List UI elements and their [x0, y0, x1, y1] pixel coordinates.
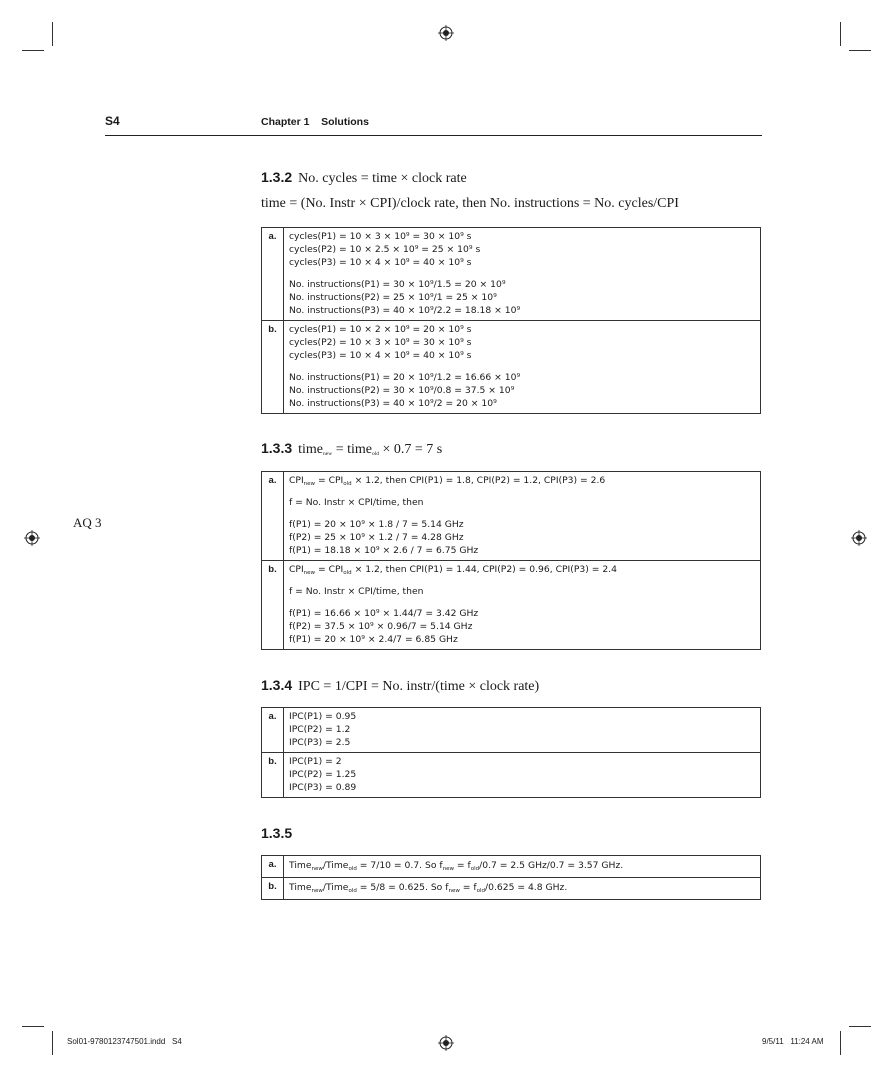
formula-line: f(P2) = 25 × 10⁹ × 1.2 / 7 = 4.28 GHz [289, 532, 464, 543]
answer-table-1-3-5 [261, 855, 761, 900]
row-label: b. [262, 878, 284, 900]
formula-line: Time$_{new}$/Time$_{old}$ = 5/8 = 0.625. So $f_{new} = f_{old}/0.625 = 4.8$ GHz. [289, 882, 568, 894]
footer-file: Sol01-9780123747501.indd S4 [67, 1037, 182, 1046]
section-number: 1.3.2 [261, 169, 293, 185]
registration-mark-icon [851, 530, 867, 546]
table-row [262, 228, 761, 321]
section-text: No. cycles = time × clock rate [298, 171, 467, 186]
section-heading [261, 677, 539, 695]
formula-line: $CPI_{new} = CPI_{old} \times 1.2$, then CPI(P1) = 1.44, CPI(P2) = 0.96, CPI(P3) = 2.4 [289, 564, 617, 576]
formula-line: No. instructions(P2) = 25 × 10⁹/1 = 25 × 10⁹ [289, 292, 497, 303]
row-label: b. [262, 753, 284, 798]
row-label: a. [262, 856, 284, 878]
row-label: a. [262, 472, 284, 561]
crop-mark [840, 22, 841, 46]
formula-line: IPC(P2) = 1.25 [289, 769, 357, 780]
formula-line: cycles(P1) = 10 × 2 × 10⁹ = 20 × 10⁹ s [289, 324, 472, 335]
formula-line: No. instructions(P3) = 40 × 10⁹/2.2 = 18.18 × 10⁹ [289, 305, 521, 316]
formula-line: No. instructions(P2) = 30 × 10⁹/0.8 = 37.5 × 10⁹ [289, 385, 515, 396]
section-number: 1.3.3 [261, 440, 293, 456]
row-content [284, 753, 761, 798]
row-label: a. [262, 228, 284, 321]
formula-line: IPC(P3) = 0.89 [289, 782, 357, 793]
formula-line: f = No. Instr × CPI/time, then [289, 586, 424, 597]
row-content [284, 708, 761, 753]
answer-table-1-3-3 [261, 471, 761, 650]
footer-date: 9/5/11 11:24 AM [762, 1037, 824, 1046]
formula-line: No. instructions(P3) = 40 × 10⁹/2 = 20 × 10⁹ [289, 398, 497, 409]
formula-line: IPC(P3) = 2.5 [289, 737, 351, 748]
crop-mark [52, 22, 53, 46]
registration-mark-icon [24, 530, 40, 546]
table-row [262, 753, 761, 798]
page-number: S4 [105, 114, 120, 128]
table-row [262, 856, 761, 878]
section-number: 1.3.5 [261, 825, 293, 841]
row-label: a. [262, 708, 284, 753]
header-rule [105, 135, 762, 136]
formula-line: IPC(P1) = 2 [289, 756, 342, 767]
table-row [262, 321, 761, 414]
formula-line: IPC(P1) = 0.95 [289, 711, 357, 722]
crop-mark [22, 50, 44, 51]
table-row [262, 878, 761, 900]
section-text-line: time = (No. Instr × CPI)/clock rate, then No. instructions = No. cycles/CPI [261, 196, 679, 211]
chapter-title: Chapter 1 Solutions [261, 116, 369, 128]
formula-line: Time$_{new}$/Time$_{old}$ = 7/10 = 0.7. So $f_{new} = f_{old}/0.7 = 2.5$ GHz/0.7 = 3.57 GHz. [289, 860, 624, 872]
formula-line: No. instructions(P1) = 20 × 10⁹/1.2 = 16.66 × 10⁹ [289, 372, 521, 383]
formula-line: cycles(P3) = 10 × 4 × 10⁹ = 40 × 10⁹ s [289, 350, 472, 361]
formula-line: f(P1) = 20 × 10⁹ × 1.8 / 7 = 5.14 GHz [289, 519, 464, 530]
formula-line: cycles(P2) = 10 × 3 × 10⁹ = 30 × 10⁹ s [289, 337, 472, 348]
crop-mark [849, 50, 871, 51]
section-heading [261, 825, 298, 843]
section-heading: 1.3.3 time$_{new}$ = time$_{old}$ × 0.7 = 7 s [261, 440, 443, 457]
formula-line: cycles(P3) = 10 × 4 × 10⁹ = 40 × 10⁹ s [289, 257, 472, 268]
answer-table-1-3-2 [261, 227, 761, 414]
table-row [262, 472, 761, 561]
answer-table-1-3-4 [261, 707, 761, 798]
formula-line: f = No. Instr × CPI/time, then [289, 497, 424, 508]
formula-line: $CPI_{new} = CPI_{old} \times 1.2$, then CPI(P1) = 1.8, CPI(P2) = 1.2, CPI(P3) = 2.6 [289, 475, 606, 487]
row-label: b. [262, 561, 284, 650]
crop-mark [52, 1031, 53, 1055]
table-row [262, 561, 761, 650]
formula-line: f(P1) = 16.66 × 10⁹ × 1.44/7 = 3.42 GHz [289, 608, 479, 619]
row-content [284, 321, 761, 414]
registration-mark-icon [438, 1035, 454, 1051]
row-label: b. [262, 321, 284, 414]
row-content [284, 878, 761, 900]
row-content [284, 561, 761, 650]
row-content [284, 472, 761, 561]
aq-note: AQ 3 [73, 515, 102, 530]
formula-line: f(P2) = 37.5 × 10⁹ × 0.96/7 = 5.14 GHz [289, 621, 473, 632]
crop-mark [840, 1031, 841, 1055]
registration-mark-icon [438, 25, 454, 41]
formula-line: f(P1) = 18.18 × 10⁹ × 2.6 / 7 = 6.75 GHz [289, 545, 479, 556]
section-heading [261, 169, 467, 187]
row-content [284, 856, 761, 878]
formula-line: cycles(P2) = 10 × 2.5 × 10⁹ = 25 × 10⁹ s [289, 244, 481, 255]
crop-mark [22, 1026, 44, 1027]
section-text: IPC = 1/CPI = No. instr/(time × clock rate) [298, 679, 540, 694]
formula-line: cycles(P1) = 10 × 3 × 10⁹ = 30 × 10⁹ s [289, 231, 472, 242]
formula-line: f(P1) = 20 × 10⁹ × 2.4/7 = 6.85 GHz [289, 634, 458, 645]
section-number: 1.3.4 [261, 677, 293, 693]
formula-line: No. instructions(P1) = 30 × 10⁹/1.5 = 20 × 10⁹ [289, 279, 506, 290]
crop-mark [849, 1026, 871, 1027]
table-row [262, 708, 761, 753]
row-content [284, 228, 761, 321]
formula-line: IPC(P2) = 1.2 [289, 724, 351, 735]
